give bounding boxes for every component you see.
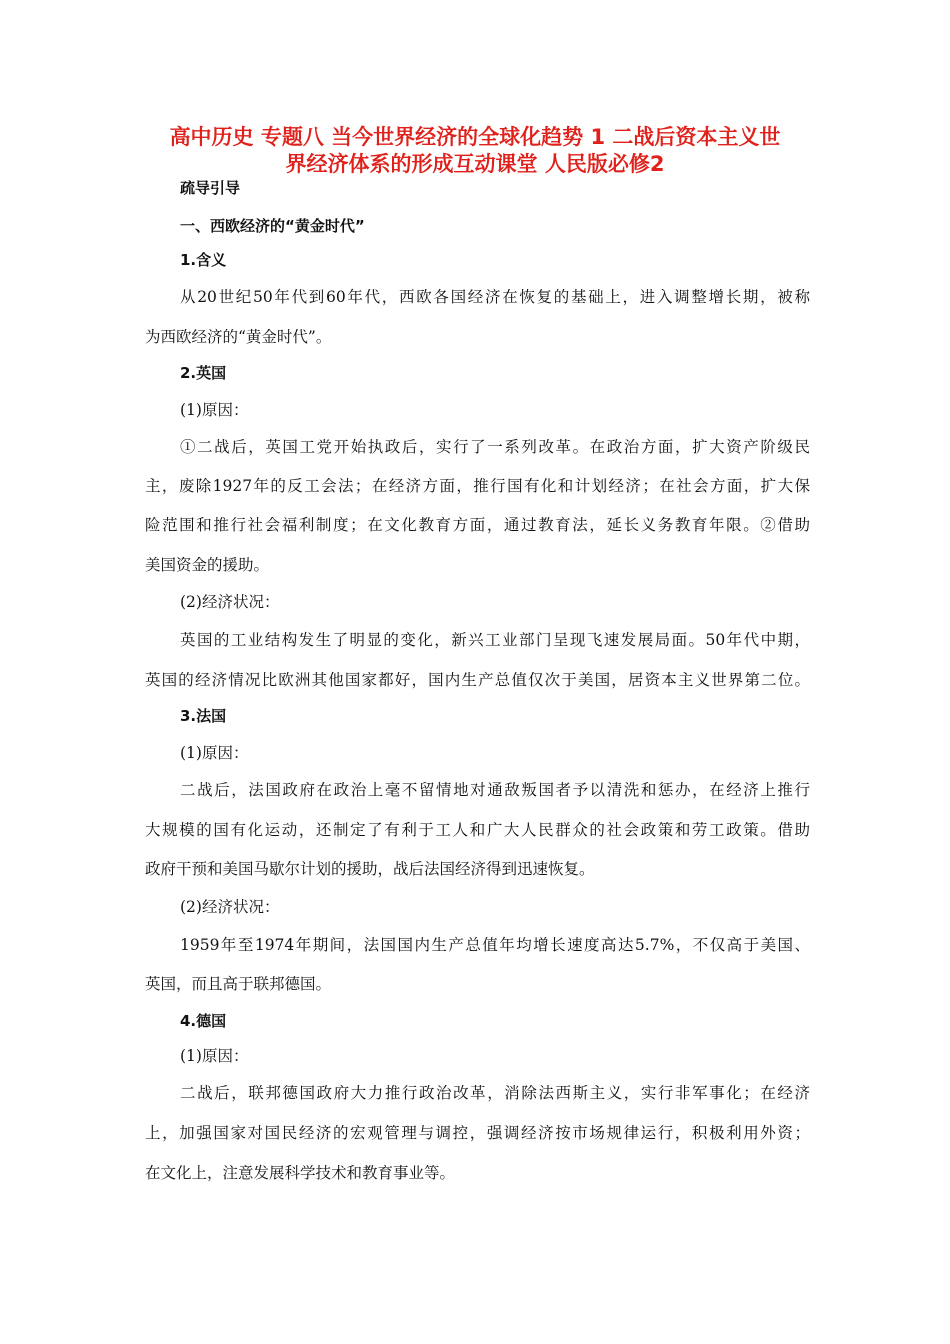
paragraph-line: 主，废除1927年的反工会法；在经济方面，推行国有化和计划经济；在社会方面，扩大保: [145, 477, 810, 495]
document-title: [128, 124, 822, 178]
heading-germany: 4.德国: [180, 1012, 227, 1030]
paragraph-line: 美国资金的援助。: [145, 556, 270, 574]
subheading-reason: (1)原因：: [180, 1047, 249, 1065]
title-line-2: 界经济体系的形成互动课堂 人民版必修2: [285, 152, 665, 176]
subheading-reason: (1)原因：: [180, 744, 249, 762]
subheading-status: (2)经济状况：: [180, 898, 280, 916]
subheading-status: (2)经济状况：: [180, 593, 280, 611]
paragraph-line: 英国的经济情况比欧洲其他国家都好，国内生产总值仅次于美国，居资本主义世界第二位。: [145, 671, 810, 689]
paragraph-line: 为西欧经济的“黄金时代”。: [145, 328, 332, 346]
paragraph-line: 从20世纪50年代到60年代，西欧各国经济在恢复的基础上，进入调整增长期，被称: [180, 288, 810, 306]
paragraph-line: 在文化上，注意发展科学技术和教育事业等。: [145, 1164, 456, 1182]
paragraph-line: ①二战后，英国工党开始执政后，实行了一系列改革。在政治方面，扩大资产阶级民: [180, 438, 810, 456]
subheading-reason: (1)原因：: [180, 401, 249, 419]
paragraph-line: 1959年至1974年期间，法国国内生产总值年均增长速度高达5.7%，不仅高于美国、: [180, 936, 810, 954]
paragraph-line: 大规模的国有化运动，还制定了有利于工人和广大人民群众的社会政策和劳工政策。借助: [145, 821, 810, 839]
paragraph-line: 二战后，联邦德国政府大力推行政治改革，消除法西斯主义，实行非军事化；在经济: [180, 1084, 810, 1102]
paragraph-line: 政府干预和美国马歇尔计划的援助，战后法国经济得到迅速恢复。: [145, 860, 595, 878]
heading-britain: 2.英国: [180, 364, 227, 382]
paragraph-line: 险范围和推行社会福利制度；在文化教育方面，通过教育法，延长义务教育年限。②借助: [145, 516, 810, 534]
section-guide-heading: 疏导引导: [180, 179, 241, 197]
paragraph-line: 英国的工业结构发生了明显的变化，新兴工业部门呈现飞速发展局面。50年代中期，: [180, 631, 810, 649]
heading-west-europe: 一、西欧经济的“黄金时代”: [180, 217, 365, 235]
heading-france: 3.法国: [180, 707, 227, 725]
heading-meaning: 1.含义: [180, 251, 227, 269]
paragraph-line: 二战后，法国政府在政治上毫不留情地对通敌叛国者予以清洗和惩办，在经济上推行: [180, 781, 810, 799]
paragraph-line: 上，加强国家对国民经济的宏观管理与调控，强调经济按市场规律运行，积极利用外资；: [145, 1124, 810, 1142]
paragraph-line: 英国，而且高于联邦德国。: [145, 975, 332, 993]
title-line-1: 高中历史 专题八 当今世界经济的全球化趋势 1 二战后资本主义世: [169, 125, 781, 149]
